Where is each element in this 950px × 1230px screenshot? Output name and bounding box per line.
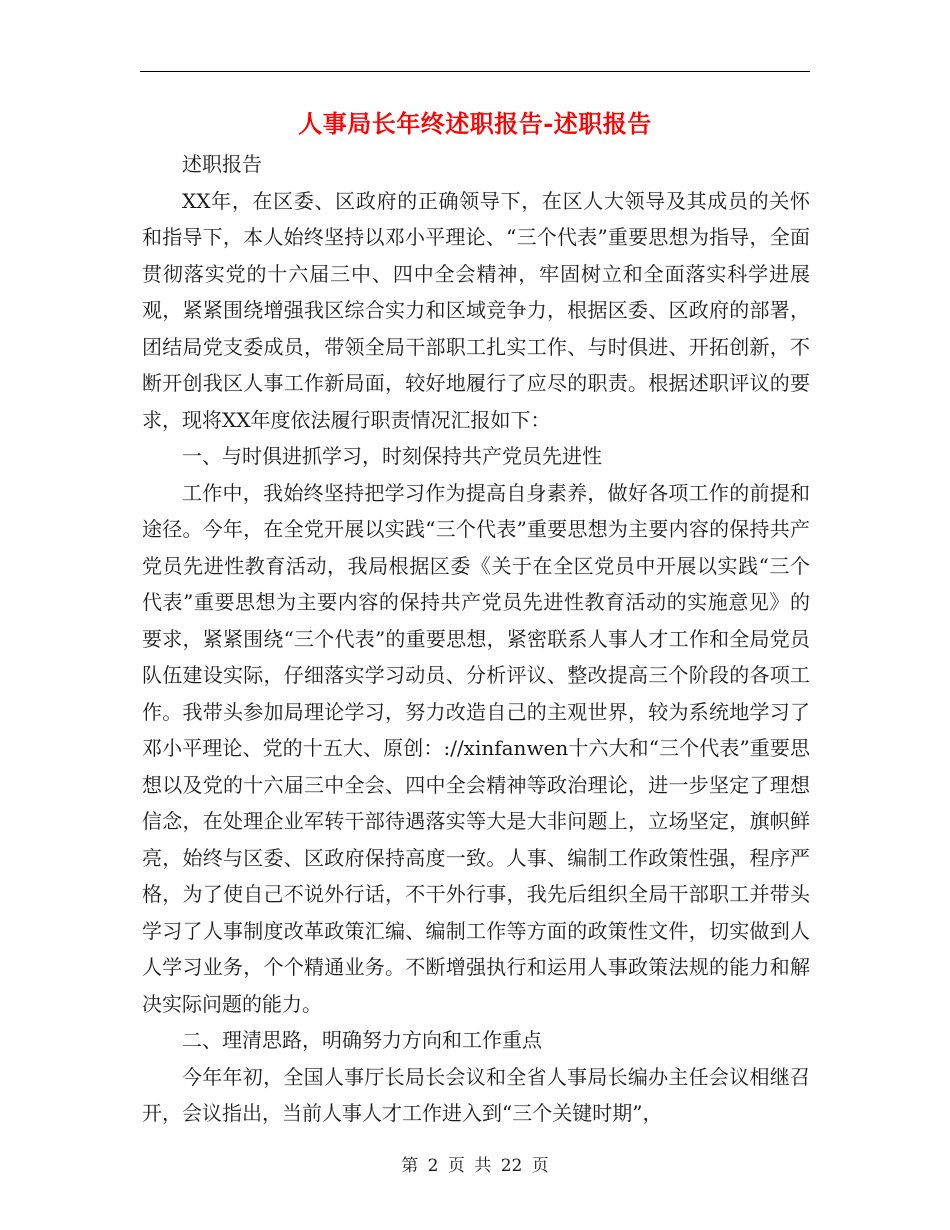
document-body — [142, 146, 810, 1132]
body-paragraph: 今年年初，全国人事厅长局长会议和全省人事局长编办主任会议相继召开，会议指出，当前人事人才工作进入到“三个关键时期”， — [142, 1064, 810, 1125]
section-heading: 述职报告 — [182, 152, 262, 176]
body-paragraph: XX年，在区委、区政府的正确领导下，在区人大领导及其成员的关怀和指导下，本人始终坚持以邓小平理论、“三个代表”重要思想为指导，全面贯彻落实党的十六届三中、四中全会精神，牢固树立和全面落实科学进展观，紧紧围绕增强我区综合实力和区域竞争力，根据区委、区政府的部署，团结局党支委成员，带领全局干部职工扎实工作、与时俱进、开拓创新，不断开创我区人事工作新局面，较好地履行了应尽的职责。根据述职评议的要求，现将XX年度依法履行职责情况汇报如下： — [142, 188, 810, 432]
section-heading: 二、理清思路，明确努力方向和工作重点 — [182, 1028, 542, 1052]
body-paragraph: 工作中，我始终坚持把学习作为提高自身素养，做好各项工作的前提和途径。今年，在全党开展以实践“三个代表”重要思想为主要内容的保持共产党员先进性教育活动，我局根据区委《关于在全区党员中开展以实践“三个代表”重要思想为主要内容的保持共产党员先进性教育活动的实施意见》的要求，紧紧围绕“三个代表”的重要思想，紧密联系人事人才工作和全局党员队伍建设实际，仔细落实学习动员、分析评议、整改提高三个阶段的各项工作。我带头参加局理论学习，努力改造自己的主观世界，较为系统地学习了邓小平理论、党的十五大、原创：://xinfanwen十六大和“三个代表”重要思想以及党的十六届三中全会、四中全会精神等政治理论，进一步坚定了理想信念，在处理企业军转干部待遇落实等大是大非问题上，立场坚定，旗帜鲜亮，始终与区委、区政府保持高度一致。人事、编制工作政策性强，程序严格，为了使自己不说外行话，不干外行事，我先后组织全局干部职工并带头学习了人事制度改革政策汇编、编制工作等方面的政策性文件，切实做到人人学习业务，个个精通业务。不断增强执行和运用人事政策法规的能力和解决实际问题的能力。 — [142, 480, 810, 1016]
page-number-footer: 第 2 页 共 22 页 — [401, 1156, 549, 1176]
section-heading: 一、与时俱进抓学习，时刻保持共产党员先进性 — [182, 444, 602, 468]
header-rule — [140, 71, 810, 72]
document-title: 人事局长年终述职报告-述职报告 — [298, 109, 652, 138]
